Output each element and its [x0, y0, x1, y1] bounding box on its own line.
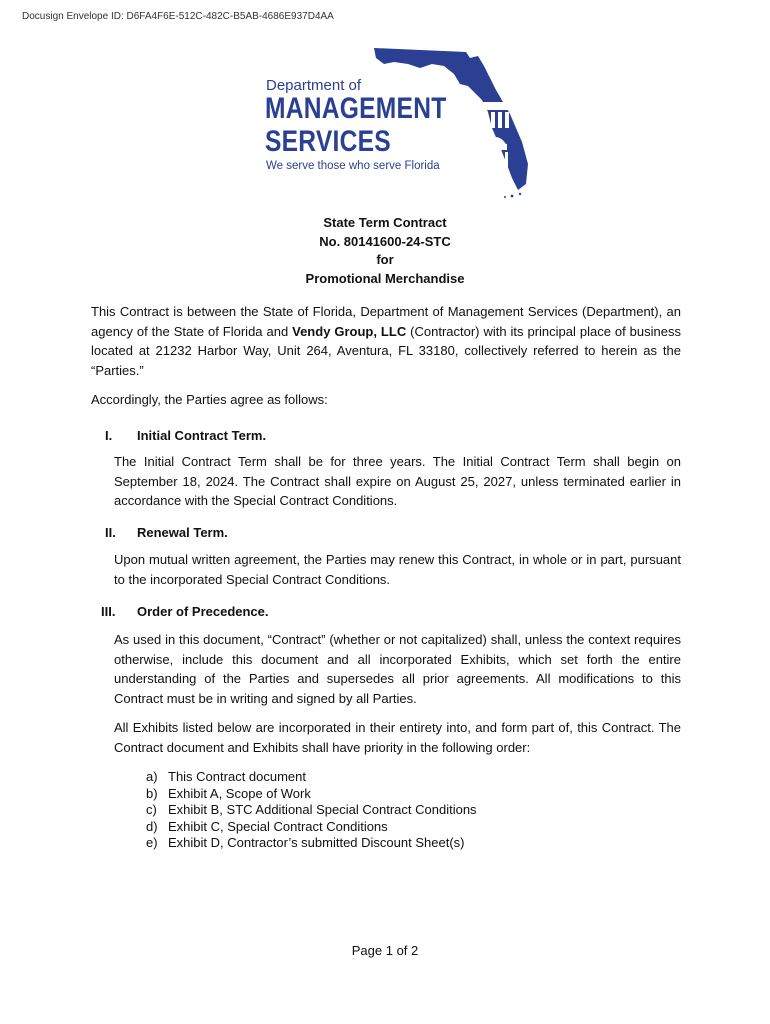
section-number: II.: [105, 525, 116, 540]
title-line-4: Promotional Merchandise: [305, 270, 465, 286]
list-text: Exhibit A, Scope of Work: [168, 785, 311, 801]
section-title: Renewal Term.: [137, 525, 228, 540]
dms-logo: [260, 44, 540, 200]
contract-title: [0, 214, 770, 288]
title-line-3: for: [376, 252, 394, 267]
list-letter: c): [146, 802, 157, 817]
envelope-id: Docusign Envelope ID: D6FA4F6E-512C-482C-B5AB-4686E937D4AA: [22, 11, 334, 22]
intro-paragraph: [91, 302, 681, 380]
list-text: Exhibit C, Special Contract Conditions: [168, 818, 388, 834]
list-item: [146, 802, 477, 819]
list-letter: e): [146, 835, 158, 850]
list-letter: d): [146, 818, 158, 834]
section-number: I.: [105, 428, 113, 443]
title-line-2: No. 80141600-24-STC: [319, 233, 451, 249]
contractor-name: Vendy Group, LLC: [292, 323, 407, 339]
logo-line-management: MANAGEMENT: [265, 92, 447, 125]
accordingly-paragraph: Accordingly, the Parties agree as follows:: [91, 392, 328, 407]
list-item: [146, 786, 477, 803]
list-text: Exhibit B, STC Additional Special Contract Conditions: [168, 802, 477, 817]
logo-line-services: SERVICES: [265, 125, 391, 158]
section-body-1: The Initial Contract Term shall be for three years. The Initial Contract Term shall begin on September 18, 2024. The Contract shall expire on August 25, 2027, unless terminated earlier in accordance with the Special Contract Conditions.: [114, 454, 681, 508]
section-body-2: Upon mutual written agreement, the Parties may renew this Contract, in whole or in part, pursuant to the incorporated Special Contract Conditions.: [114, 552, 681, 587]
section-title: Order of Precedence.: [137, 604, 269, 619]
list-text: Exhibit D, Contractor’s submitted Discount Sheet(s): [168, 835, 465, 850]
page-number: Page 1 of 2: [351, 943, 419, 958]
list-text: This Contract document: [168, 769, 307, 784]
intro-text-b: (Contractor) with its principal place of business located at 21232 Harbor Way, Unit 264, Aventura, FL 33180, collectively referred to herein as the “Parties.”: [91, 323, 681, 378]
logo-tagline: We serve those who serve Florida: [266, 160, 440, 172]
list-item: [146, 769, 477, 786]
section-number: III.: [101, 604, 116, 619]
title-line-1: State Term Contract: [323, 215, 447, 230]
list-item: [146, 819, 477, 836]
list-letter: b): [146, 785, 158, 801]
intro-text-a: This Contract is between the State of Florida, Department of Management Services (Department), an agency of the State of Florida and: [91, 304, 681, 339]
list-item: [146, 835, 477, 852]
section-body-3: As used in this document, “Contract” (whether or not capitalized) shall, unless the context requires otherwise, include this document and all incorporated Exhibits, which set forth the entire understanding of the Parties and supersedes all prior agreements. All modifications to this Contract must be in writing and signed by all Parties.: [114, 632, 681, 706]
section-body-3b: All Exhibits listed below are incorporated in their entirety into, and form part of, this Contract. The Contract document and Exhibits shall have priority in the following order:: [114, 720, 681, 755]
list-letter: a): [146, 769, 158, 784]
exhibit-list: [146, 769, 477, 852]
section-title: Initial Contract Term.: [137, 428, 267, 443]
logo-line-department: Department of: [266, 77, 362, 94]
